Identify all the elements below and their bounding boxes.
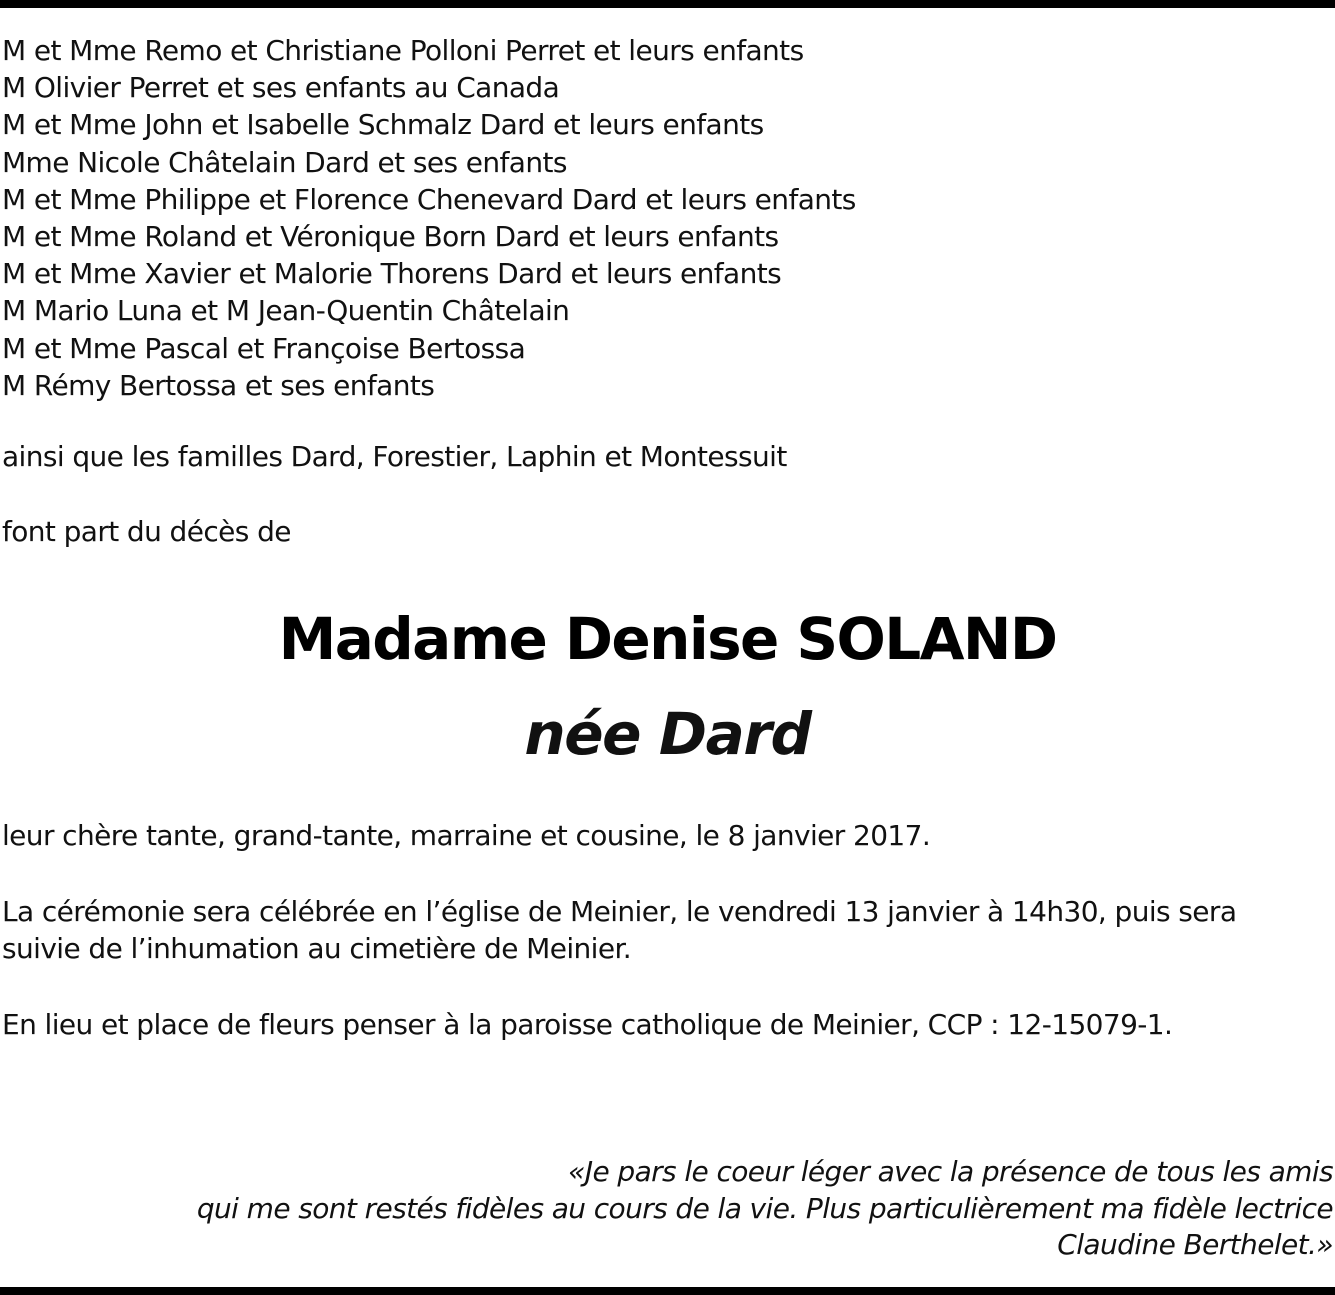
relationship-text: leur chère tante, grand-tante, marraine et cousine, le 8 janvier 2017. — [2, 819, 931, 852]
family-line: M Mario Luna et M Jean-Quentin Châtelain — [2, 294, 570, 328]
ceremony-paragraph — [2, 893, 1236, 967]
ceremony-line: La cérémonie sera célébrée en l’église de Meinier, le vendredi 13 janvier à 14h30, puis sera — [2, 895, 1237, 928]
family-line: M Rémy Bertossa et ses enfants — [2, 368, 435, 402]
family-line: M et Mme Remo et Christiane Polloni Perret et leurs enfants — [2, 34, 804, 67]
family-line: M et Mme Roland et Véronique Born Dard et leurs enfants — [2, 220, 779, 254]
deceased-maiden-name: née Dard — [524, 700, 811, 768]
ceremony-line: suivie de l’inhumation au cimetière de Meinier. — [2, 932, 632, 965]
other-families-text: ainsi que les familles Dard, Forestier, Laphin et Montessuit — [2, 440, 787, 473]
family-line: M et Mme Xavier et Malorie Thorens Dard et leurs enfants — [2, 257, 782, 291]
announcement-text: font part du décès de — [2, 515, 291, 548]
top-border-rule — [0, 0, 1335, 8]
family-line: Mme Nicole Châtelain Dard et ses enfants — [2, 145, 567, 179]
family-line: M et Mme John et Isabelle Schmalz Dard et leurs enfants — [2, 108, 764, 142]
flowers-note: En lieu et place de fleurs penser à la paroisse catholique de Meinier, CCP : 12-15079-1. — [2, 1008, 1173, 1041]
quote-line: Claudine Berthelet.» — [1057, 1228, 1333, 1261]
family-line: M et Mme Philippe et Florence Chenevard Dard et leurs enfants — [2, 182, 856, 216]
family-line: M et Mme Pascal et Françoise Bertossa — [2, 331, 526, 365]
closing-quote — [197, 1154, 1333, 1264]
family-line: M Olivier Perret et ses enfants au Canada — [2, 71, 560, 105]
quote-line: «Je pars le coeur léger avec la présence de tous les amis — [568, 1155, 1333, 1188]
deceased-name: Madame Denise SOLAND — [278, 605, 1057, 673]
bottom-border-rule — [0, 1287, 1335, 1295]
quote-line: qui me sont restés fidèles au cours de la vie. Plus particulièrement ma fidèle lectrice — [196, 1191, 1333, 1225]
family-list — [2, 32, 856, 404]
